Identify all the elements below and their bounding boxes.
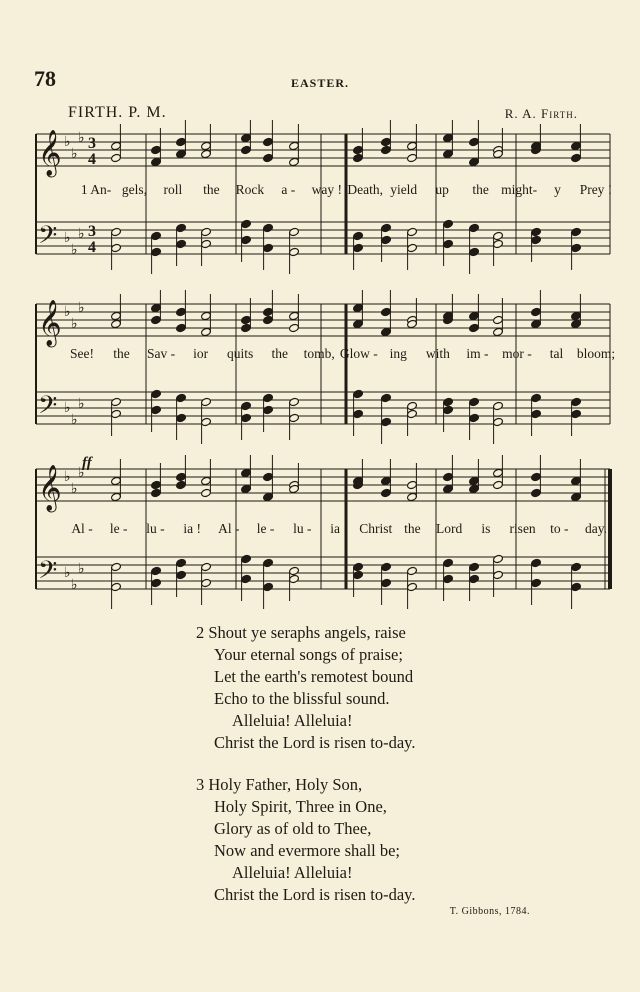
lyric-syllable: Death, [347,182,384,197]
note-head [493,239,504,248]
running-head: EASTER. [290,76,350,90]
lyric-syllable: quits [227,346,254,361]
note-head [493,315,504,324]
note-head [151,145,162,154]
lyric-syllable: a - [281,182,296,197]
lyric-syllable: Al - [71,521,93,536]
key-flat-icon: ♭ [78,227,85,242]
lyric-syllable: the [113,346,130,361]
lyric-syllable: gels, [121,182,148,197]
note-head [469,484,480,493]
note-head [241,413,252,422]
key-flat-icon: ♭ [78,131,85,146]
lyric-syllable: le - [256,521,275,536]
lyric-syllable: lu - [293,521,312,536]
stanza-3 [196,774,415,906]
lyric-syllable: Lord [436,521,463,536]
note-head [493,231,504,240]
note-head [531,472,542,481]
treble-clef-icon: 𝄞 [38,300,62,346]
lyric-syllable: tomb, [303,346,335,361]
dynamic-marking: ff [82,455,92,471]
note-head [151,405,162,414]
lyric-syllable: Sav - [147,346,176,361]
note-head [353,409,364,418]
stanza-line: 3 Holy Father, Holy Son, [196,775,363,794]
note-head [353,389,364,398]
note-head [571,141,582,150]
stanza-line: Glory as of old to Thee, [214,819,372,838]
composer-credit: R. A. Firth. [504,106,578,121]
key-flat-icon: ♭ [64,401,71,416]
key-flat-icon: ♭ [78,562,85,577]
note-head [201,239,212,248]
stanza-line: Alleluia! Alleluia! [232,711,353,730]
note-head [381,393,392,402]
note-head [263,315,274,324]
note-head [353,303,364,312]
note-head [469,223,480,232]
note-head [201,488,212,497]
note-head [151,389,162,398]
note-head [469,397,480,406]
note-head [263,582,274,591]
note-head [151,315,162,324]
note-head [111,409,122,418]
lyric-syllable: 1 An- [80,182,112,197]
note-head [493,401,504,410]
note-head [469,476,480,485]
time-sig-digit: 3 [88,223,96,240]
lyric-syllable: tal [549,346,564,361]
note-head [571,562,582,571]
note-head [443,149,454,158]
lyric-syllable: ia ! [330,521,348,536]
note-head [151,566,162,575]
note-head [241,145,252,154]
note-head [531,235,542,244]
note-head [263,393,274,402]
note-head [176,480,187,489]
lyric-syllable: mor - [502,346,532,361]
note-head [407,141,418,150]
note-head [176,137,187,146]
score-system-3 [0,455,640,635]
note-head [493,480,504,489]
note-head [201,578,212,587]
note-head [381,476,392,485]
note-head [263,492,274,501]
note-head [469,247,480,256]
note-head [571,476,582,485]
lyric-syllable: Al - [218,521,240,536]
note-head [531,319,542,328]
lyric-syllable: might- [501,182,538,197]
note-head [407,582,418,591]
note-head [443,133,454,142]
note-head [289,323,300,332]
note-head [289,311,300,320]
note-head [151,488,162,497]
key-flat-icon: ♭ [71,243,78,258]
note-head [151,303,162,312]
note-head [111,476,122,485]
note-head [571,319,582,328]
note-head [353,145,364,154]
note-head [443,472,454,481]
note-head [443,558,454,567]
lyric-syllable: bloom; [576,346,616,361]
note-head [531,307,542,316]
time-sig-digit: 3 [88,135,96,152]
bass-clef-icon: 𝄢 [38,391,58,426]
stanza-line: Your eternal songs of praise; [214,645,403,664]
lyric-syllable: yield [390,182,418,197]
lyric-syllable: the [203,182,220,197]
note-head [443,397,454,406]
note-head [381,578,392,587]
note-head [263,472,274,481]
note-head [531,578,542,587]
bass-clef-icon: 𝄢 [38,556,58,591]
lyric-syllable: im - [466,346,489,361]
treble-clef-icon: 𝄞 [38,465,62,511]
lyric-syllable: the [472,182,489,197]
bass-clef-icon: 𝄢 [38,221,58,256]
note-head [381,562,392,571]
lyric-syllable: Christ [359,521,393,536]
note-head [407,492,418,501]
note-head [443,405,454,414]
note-head [493,554,504,563]
lyric-syllable: risen [509,521,536,536]
note-head [289,227,300,236]
treble-clef-icon: 𝄞 [38,130,62,176]
note-head [353,231,364,240]
note-head [176,393,187,402]
stanza-line: Christ the Lord is risen to-day. [214,733,416,752]
note-head [407,401,418,410]
stanza-line: Let the earth's remotest bound [214,667,414,686]
note-head [381,417,392,426]
note-head [111,492,122,501]
note-head [151,578,162,587]
note-head [201,141,212,150]
note-head [469,574,480,583]
note-head [151,480,162,489]
note-head [571,227,582,236]
key-flat-icon: ♭ [64,566,71,581]
note-head [176,570,187,579]
lyric-syllable: Glow - [339,346,378,361]
key-flat-icon: ♭ [78,466,85,481]
note-head [289,157,300,166]
stanza-2 [196,622,415,754]
key-flat-icon: ♭ [71,578,78,593]
note-head [381,327,392,336]
note-head [151,247,162,256]
stanza-line: 2 Shout ye seraphs angels, raise [196,623,406,642]
note-head [407,153,418,162]
tune-name: FIRTH. P. M. [68,104,167,121]
note-head [241,484,252,493]
note-head [571,409,582,418]
lyric-syllable: Prey ! [579,182,613,197]
note-head [176,239,187,248]
note-head [353,243,364,252]
note-head [201,397,212,406]
note-head [241,219,252,228]
lyric-syllable: y [554,182,561,197]
note-head [263,307,274,316]
note-head [201,227,212,236]
stanza-line: Holy Spirit, Three in One, [214,797,387,816]
note-head [381,488,392,497]
note-head [289,397,300,406]
note-head [176,472,187,481]
key-flat-icon: ♭ [64,135,71,150]
note-head [241,554,252,563]
note-head [531,393,542,402]
note-head [111,153,122,162]
lyric-syllable: with [425,346,450,361]
note-head [353,562,364,571]
lyric-syllable: ia ! [183,521,201,536]
note-head [151,231,162,240]
note-head [381,223,392,232]
note-head [201,476,212,485]
key-flat-icon: ♭ [64,231,71,246]
note-head [201,417,212,426]
lyric-syllable: up [435,182,449,197]
text-attribution: T. Gibbons, 1784. [449,906,530,917]
note-head [531,227,542,236]
key-flat-icon: ♭ [71,147,78,162]
note-head [531,488,542,497]
key-flat-icon: ♭ [78,301,85,316]
note-head [381,145,392,154]
key-flat-icon: ♭ [78,397,85,412]
lyric-syllable: day. [585,521,607,536]
lyric-syllable: the [404,521,421,536]
note-head [263,153,274,162]
note-head [241,468,252,477]
lyric-syllable: the [271,346,288,361]
note-head [176,323,187,332]
music-system-2 [0,290,640,470]
note-head [263,558,274,567]
note-head [263,223,274,232]
note-head [469,323,480,332]
note-head [201,149,212,158]
note-head [407,243,418,252]
note-head [469,311,480,320]
note-head [263,405,274,414]
page-number: 78 [34,66,56,91]
note-head [493,327,504,336]
note-head [353,153,364,162]
note-head [407,227,418,236]
note-head [493,417,504,426]
key-flat-icon: ♭ [71,413,78,428]
note-head [111,311,122,320]
lyric-syllable: lu - [146,521,165,536]
note-head [176,307,187,316]
note-head [289,574,300,583]
lyric-syllable: le - [109,521,128,536]
music-system-3 [0,455,640,635]
lyric-syllable: Rock [235,182,265,197]
note-head [201,562,212,571]
lyric-syllable: to - [550,521,569,536]
note-head [469,137,480,146]
score-system-2 [0,290,640,470]
note-head [407,409,418,418]
note-head [531,409,542,418]
note-head [469,157,480,166]
note-head [353,570,364,579]
time-sig-digit: 4 [88,151,96,168]
note-head [493,468,504,477]
note-head [111,562,122,571]
lyric-syllable: is [481,521,491,536]
lyric-syllable: ior [193,346,209,361]
stanza-line: Alleluia! Alleluia! [232,863,353,882]
time-sig-digit: 4 [88,239,96,256]
note-head [571,492,582,501]
note-head [443,219,454,228]
key-flat-icon: ♭ [64,305,71,320]
note-head [176,223,187,232]
note-head [469,562,480,571]
note-head [263,243,274,252]
note-head [407,480,418,489]
stanza-line: Now and evermore shall be; [214,841,401,860]
score-system-1 [0,120,640,300]
note-head [289,141,300,150]
key-flat-icon: ♭ [71,317,78,332]
note-head [571,153,582,162]
note-head [289,247,300,256]
note-head [176,558,187,567]
note-head [443,239,454,248]
note-head [571,311,582,320]
lyric-syllable: roll [163,182,183,197]
key-flat-icon: ♭ [64,470,71,485]
note-head [176,413,187,422]
key-flat-icon: ♭ [71,482,78,497]
note-head [241,235,252,244]
music-system-1 [0,120,640,300]
note-head [151,157,162,166]
note-head [381,235,392,244]
stanza-line: Echo to the blissful sound. [214,689,390,708]
note-head [263,137,274,146]
note-head [289,566,300,575]
note-head [289,413,300,422]
note-head [241,323,252,332]
note-head [111,582,122,591]
note-head [111,319,122,328]
note-head [241,133,252,142]
lyric-syllable: way ! [311,182,342,197]
note-head [571,582,582,591]
note-head [493,570,504,579]
note-head [381,137,392,146]
note-head [111,397,122,406]
note-head [571,243,582,252]
note-head [241,574,252,583]
note-head [571,397,582,406]
note-head [111,243,122,252]
note-head [201,327,212,336]
note-head [407,566,418,575]
lyric-syllable: See! [70,346,94,361]
note-head [176,149,187,158]
note-head [241,401,252,410]
note-head [381,307,392,316]
note-head [443,484,454,493]
lyric-syllable: ing [389,346,407,361]
note-head [241,315,252,324]
note-head [469,413,480,422]
note-head [531,558,542,567]
note-head [353,319,364,328]
note-head [111,227,122,236]
stanza-line: Christ the Lord is risen to-day. [214,885,416,904]
note-head [201,311,212,320]
note-head [111,141,122,150]
note-head [443,574,454,583]
